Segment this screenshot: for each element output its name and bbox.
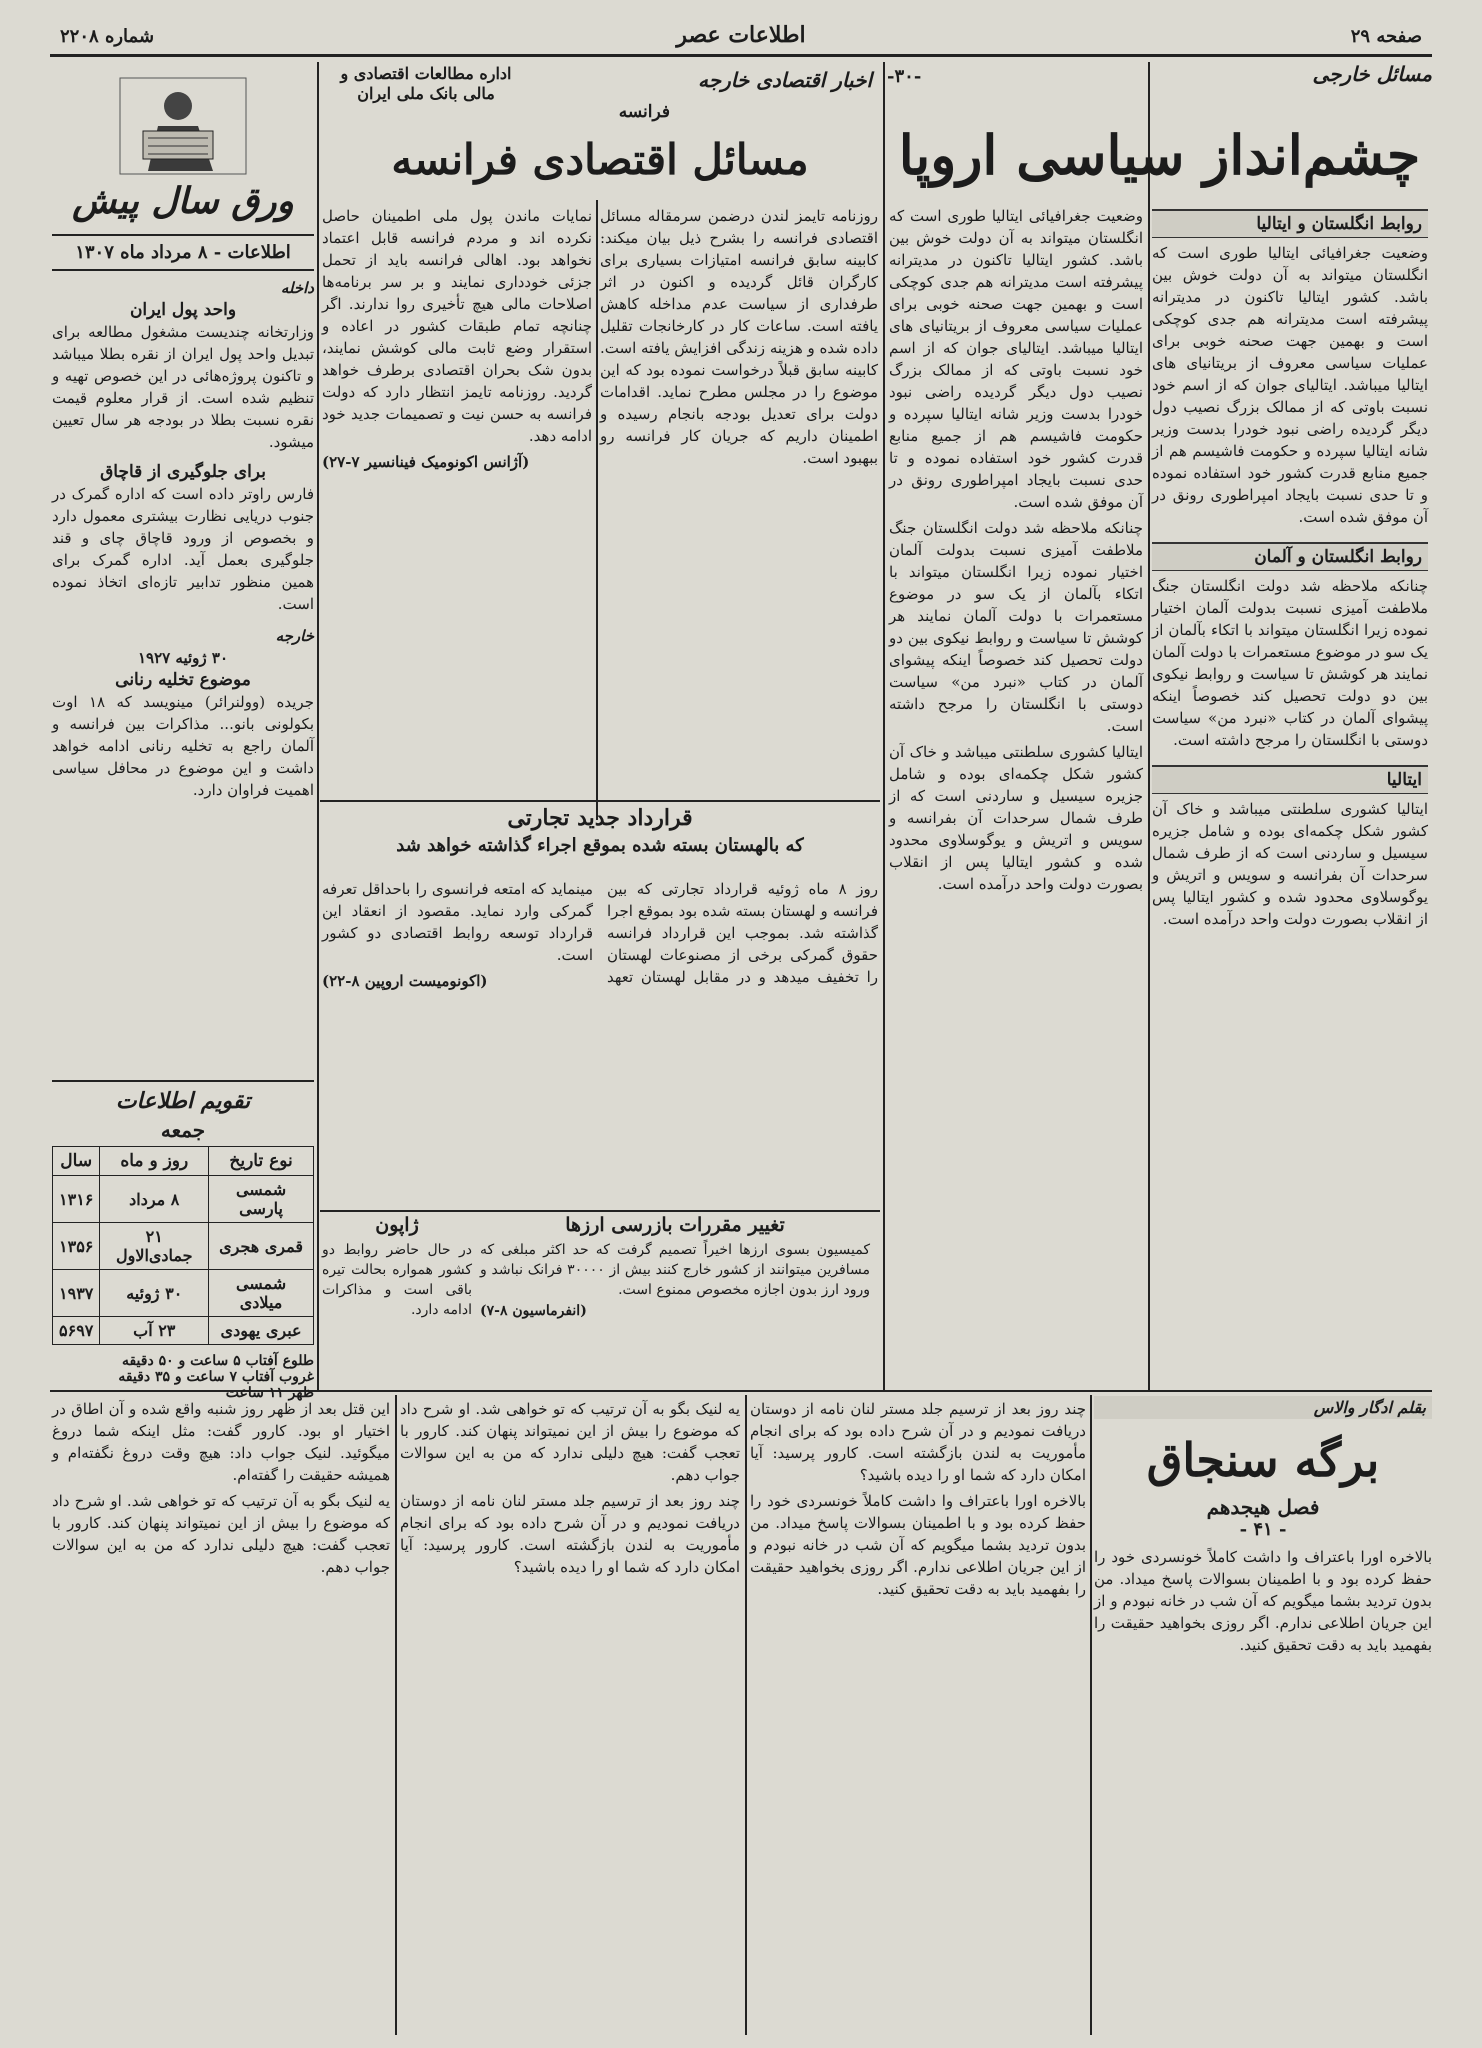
date-line: ۳۰ ژوئیه ۱۹۲۷ — [137, 649, 229, 667]
table-row — [53, 1317, 314, 1345]
table-header: روز و ماه — [100, 1147, 209, 1176]
column-rubric: ورق سال پیش — [72, 180, 294, 222]
table-cell: عبری یهودی — [209, 1317, 314, 1345]
column-rule — [395, 1395, 397, 2035]
calendar-title: تقویم اطلاعات — [115, 1088, 251, 1114]
section-heading: ایتالیا — [1152, 765, 1428, 794]
section-heading: روابط انگلستان و ایتالیا — [1152, 209, 1428, 238]
article-credit: (آژانس اکونومیک فینانسیر ۷-۲۷) — [322, 453, 530, 471]
column-rule — [596, 200, 598, 820]
table-header: سال — [53, 1147, 100, 1176]
section-body: وضعیت جغرافیائی ایتالیا طوری است که انگلستان میتواند به آن دولت خوش بین باشد. کشور ایتالیا تاکنون در مدیترانه پیشرفته است مدیترانه هم جدی کوچکی است و بهمین جهت صحنه خوبی برای عملیات سیاسی معروف از بریتانیای های ایتالیا میباشد. ایتالیای جوان که از اسم خود نسبت باوتی که از ممالک بزرگ نصیب دول دیگر گردیده راضی نبود خودرا بدست وزیر شانه ایتالیا سپرده و حکومت فاشیسم هم از جمیع منابع قدرت کشور خود استفاده نموده و تا حدی نسبت بایجاد امپراطوری رونق در آن موفق شده است. — [889, 207, 1143, 511]
foreign-title-block — [887, 62, 1432, 212]
foreign-article-col1 — [1152, 205, 1428, 1385]
column-rubric: مسائل خارجی — [1312, 62, 1432, 86]
serial-column — [400, 1398, 740, 2034]
serial-text: یه لنیک بگو به آن ترتیب که تو خواهی شد. او شرح داد که موضوع را بیش از این نمیتواند پنهان کند. کارور با تعجب گفت: هیچ دلیلی ندارد که من به این سوالات جواب دهم. — [52, 1492, 390, 1576]
page-number: صفحه ۲۹ — [1350, 26, 1422, 47]
serial-text: یه لنیک بگو به آن ترتیب که تو خواهی شد. او شرح داد که موضوع را بیش از این نمیتواند پنهان کند. کارور با تعجب گفت: هیچ دلیلی ندارد که من به این سوالات جواب دهم. — [400, 1400, 740, 1484]
table-cell: شمسی پارسی — [209, 1176, 314, 1223]
forex-body: کمیسیون بسوی ارزها اخیراً تصمیم گرفت که حد اکثر مبلغی که مسافرین میتوانند از کشور خارج کنند بیش از ۳۰۰۰۰ فرانک نباشد و ورود ارز بدون اجازه مخصوص ممنوع است. — [480, 1242, 871, 1298]
table-header-row — [53, 1147, 314, 1176]
article-credit: (اکونومیست اروپین ۸-۲۲) — [322, 972, 488, 990]
table-row — [53, 1270, 314, 1317]
forex-credit: (انفرماسیون ۸-۷) — [480, 1303, 587, 1319]
dateline: اطلاعات - ۸ مرداد ماه ۱۳۰۷ — [75, 242, 291, 263]
economic-article-col1 — [600, 205, 878, 805]
section-heading: روابط انگلستان و آلمان — [1152, 542, 1428, 571]
article-title: مسائل اقتصادی فرانسه — [391, 135, 809, 184]
page-header — [50, 12, 1432, 57]
agreement-subtitle: که بالهستان بسته شده بموقع اجراء گذاشته خواهد شد — [396, 835, 804, 856]
agreement-title: قرارداد جدید تجارتی — [507, 805, 693, 831]
column-rule — [1090, 1395, 1092, 2035]
economic-title-block — [320, 62, 880, 202]
economic-article-col2 — [322, 205, 592, 775]
table-cell: قمری هجری — [209, 1223, 314, 1270]
foreign-article-col2 — [889, 205, 1143, 1385]
table-cell: ۲۱ جمادی‌الاول — [100, 1223, 209, 1270]
serial-title: برگه سنجاق — [1146, 1433, 1380, 1487]
serial-column — [52, 1398, 390, 2034]
article-body: روز ۸ ماه ژوئیه قرارداد تجارتی که بین فرانسه و لهستان بسته شده بود بموقع اجرا گذاشته شد. بموجب این قرارداد فرانسه حقوق گمرکی برخی از مصنوعات لهستان را تخفیف میدهد و در مقابل لهستان تعهد مینماید که امتعه فرانسوی را باحداقل تعرفه گمرکی وارد نماید. مقصود از انعقاد این قرارداد توسعه روابط اقتصادی دو کشور است. — [322, 880, 878, 986]
column-rule — [745, 1395, 747, 2035]
article-title: چشم‌انداز سیاسی اروپا — [898, 123, 1421, 187]
column-rule — [317, 62, 319, 1390]
table-cell: ۵۶۹۷ — [53, 1317, 100, 1345]
item-body: وزارتخانه چندیست مشغول مطالعه برای تبدیل واحد پول ایران از نقره بطلا میباشد و تاکنون پروژه‌هائی در این خصوص تهیه و تنظیم شده است. از قرار معلوم قیمت نقره نسبت بطلا در بودجه هر سال تعیین میشود. — [52, 323, 314, 451]
serial-part: - ۴۱ - — [1239, 1519, 1287, 1540]
table-cell: ۱۹۳۷ — [53, 1270, 100, 1317]
table-cell: ۲۳ آب — [100, 1317, 209, 1345]
item-title: موضوع تخلیه رنانی — [115, 670, 251, 690]
serial-text: بالاخره اورا باعتراف وا داشت کاملاً خونسردی خود را حفظ کرده بود و با اطمینان بسوالات پاسخ میداد. من بدون تردید بشما میگویم که آن شب در خانه نبودم و از این جریان اطلاعی ندارم. اگر روزی بخواهید حقیقت را بفهمید باید به دقت تحقیق کنید. — [1094, 1548, 1432, 1654]
item-title: واحد پول ایران — [129, 300, 237, 320]
domestic-news — [52, 277, 314, 801]
calendar-block — [52, 1080, 314, 1401]
section-body: چنانکه ملاحظه شد دولت انگلستان جنگ ملاطفت آمیزی نسبت بدولت آلمان اختیار نموده زیرا انگلستان میتواند با اتکاء بآلمان از یک سو در موضوع مستعمرات با دولت آلمان نمایند هر کوشش تا سیاست و روابط نیکوی بین دو دولت تحصیل کند خصوصاً اینکه پیشوای آلمان در کتاب «نبرد من» سیاست دوستی با انگلستان را مرجح داشته است. — [889, 519, 1143, 735]
article-body: روزنامه تایمز لندن درضمن سرمقاله مسائل اقتصادی فرانسه را بشرح ذیل بیان میکند: کابینه سابق فرانسه امتیازات بسیاری برای کارگران قائل گردیده و اکنون در اثر طرفداری از سیاست عدم مداخله کاهش یافته است. ساعات کار در کارخانجات تقلیل داده شده و هزینه زندگی افزایش یافته است. کابینه سابق قبلاً درخواست نموده بود که این موضوع را در مجلس مطرح نماید. اقدامات دولت برای تعدیل بودجه بانجام رسیده و اطمینان داریم که جریان کار فرانسه رو ببهبود است. — [600, 207, 878, 467]
section-body: ایتالیا کشوری سلطنتی میباشد و خاک آن کشور شکل چکمه‌ای بوده و شامل جزیره سیسیل و ساردنی است که از طرف شمال سرحدات آن بفرانسه و سویس و اتریش و یوگوسلاوی محدود شده و کشور ایتالیا پس از انقلاب بصورت دولت واحد درآمده است. — [1152, 800, 1428, 928]
kicker: فرانسه — [618, 102, 670, 122]
column-rule — [883, 62, 885, 1390]
section-label: داخله — [280, 279, 314, 297]
serial-chapter: فصل هیجدهم — [1206, 1495, 1320, 1519]
noon: ظهر ۱۱ ساعت — [225, 1385, 314, 1401]
item-title: برای جلوگیری از قاچاق — [100, 462, 266, 482]
table-cell: ۱۳۵۶ — [53, 1223, 100, 1270]
item-body: جریده (وولنرائر) مینویسد که ۱۸ اوت بکولونی بانو... مذاکرات بین فرانسه و آلمان راجع به تخلیه رنانی ادامه خواهد داشت و این موضوع در محافل سیاسی اهمیت فراوان دارد. — [52, 693, 314, 799]
section-rubric: اخبار اقتصادی خارجه — [698, 68, 872, 92]
agreement-body — [322, 878, 878, 1208]
masthead: اطلاعات عصر — [676, 22, 806, 48]
japan-title: ژاپون — [375, 1214, 419, 1236]
page-marker: -۳۰- — [887, 66, 922, 87]
table-cell: شمسی میلادی — [209, 1270, 314, 1317]
sunset: غروب آفتاب ۷ ساعت و ۳۵ دقیقه — [118, 1369, 314, 1385]
weekday: جمعه — [160, 1118, 206, 1142]
serial-text: بالاخره اورا باعتراف وا داشت کاملاً خونسردی خود را حفظ کرده بود و با اطمینان بسوالات پاسخ میداد. من بدون تردید بشما میگویم که آن شب در خانه نبودم و از این جریان اطلاعی ندارم. اگر روزی بخواهید حقیقت را بفهمید باید به دقت تحقیق کنید. — [750, 1492, 1086, 1598]
table-row — [53, 1176, 314, 1223]
serial-column — [750, 1398, 1086, 2034]
serial-text: چند روز بعد از ترسیم جلد مستر لنان نامه از دوستان دریافت نمودیم و در آن شرح داده بود که برای انجام مأموریت به لندن بازگشته است. کارور پرسید: آیا امکان دارد که شما او را دیده باشید؟ — [400, 1492, 740, 1576]
table-row — [53, 1223, 314, 1270]
forex-block — [322, 1214, 878, 1386]
issue-number: شماره ۲۲۰۸ — [60, 26, 155, 47]
column-rule — [1148, 62, 1150, 1390]
agreement-title-block — [322, 805, 878, 875]
article-body: نمایات ماندن پول ملی اطمینان حاصل نکرده اند و مردم فرانسه قابل اعتماد نخواهد بود. اهالی فرانسه باید از تحمل جزئی خودداری نمایند و بر سر برنامه‌ها اصلاحات مالی هیچ تأخیری روا ندارند. اگر چنانچه تمام طبقات کشور در اعاده و استقرار وضع ثابت مالی کوشش نمایند، بدون شک بحران اقتصادی برطرف خواهد گردید. روزنامه تایمز انتظار دارد که دولت فرانسه به حسن نیت و تصمیمات جدید خود ادامه دهد. — [322, 207, 592, 445]
table-header: نوع تاریخ — [209, 1147, 314, 1176]
calendar-table — [52, 1146, 314, 1345]
table-cell: ۱۳۱۶ — [53, 1176, 100, 1223]
source-credit: اداره مطالعات اقتصادی و مالی بانک ملی ایران — [340, 64, 512, 103]
section-label: خارجه — [275, 627, 314, 645]
serial-block — [1094, 1396, 1432, 2036]
sunrise: طلوع آفتاب ۵ ساعت و ۵۰ دقیقه — [121, 1353, 314, 1369]
section-rule — [320, 1210, 880, 1212]
forex-title: تغییر مقررات بازرسی ارزها — [565, 1214, 785, 1236]
section-body: وضعیت جغرافیائی ایتالیا طوری است که انگلستان میتواند به آن دولت خوش بین باشد. کشور ایتالیا تاکنون در مدیترانه پیشرفته است مدیترانه هم جدی کوچکی است و بهمین جهت صحنه خوبی برای عملیات سیاسی معروف از بریتانیای های ایتالیا میباشد. ایتالیای جوان که از اسم خود نسبت باوتی که از ممالک بزرگ نصیب دول دیگر گردیده راضی نبود خودرا بدست وزیر شانه ایتالیا سپرده و حکومت فاشیسم هم از جمیع منابع قدرت کشور خود استفاده نموده و تا حدی نسبت بایجاد امپراطوری رونق در آن موفق شده است. — [1152, 244, 1428, 526]
reader-portrait-icon — [118, 76, 248, 176]
table-cell: ۸ مرداد — [100, 1176, 209, 1223]
section-rule — [320, 800, 880, 802]
japan-body: در حال حاضر روابط دو کشور همواره بحالت تیره باقی است و مذاکرات ادامه دارد. — [322, 1242, 472, 1318]
serial-rubric: بقلم ادگار والاس — [1094, 1396, 1432, 1419]
table-cell: ۳۰ ژوئیه — [100, 1270, 209, 1317]
serial-text: چند روز بعد از ترسیم جلد مستر لنان نامه از دوستان دریافت نمودیم و در آن شرح داده بود که برای انجام مأموریت به لندن بازگشته است. کارور پرسید: آیا امکان دارد که شما او را دیده باشید؟ — [750, 1400, 1086, 1484]
section-body: چنانکه ملاحظه شد دولت انگلستان جنگ ملاطفت آمیزی نسبت بدولت آلمان اختیار نموده زیرا انگلستان میتواند با اتکاء بآلمان از یک سو در موضوع مستعمرات با دولت آلمان نمایند هر کوشش تا سیاست و روابط نیکوی بین دو دولت تحصیل کند خصوصاً اینکه پیشوای آلمان در کتاب «نبرد من» سیاست دوستی با انگلستان را مرجح داشته است. — [1152, 577, 1428, 749]
section-body: ایتالیا کشوری سلطنتی میباشد و خاک آن کشور شکل چکمه‌ای بوده و شامل جزیره سیسیل و ساردنی است که از طرف شمال سرحدات آن بفرانسه و سویس و اتریش و یوگوسلاوی محدود شده و کشور ایتالیا پس از انقلاب بصورت دولت واحد درآمده است. — [889, 743, 1143, 893]
item-body: فارس راوتر داده است که اداره گمرک در جنوب دریایی نظارت بیشتری معمول دارد و بخصوص از ورود قاچاق چای و قند جلوگیری بعمل آید. اداره گمرک برای همین منظور تدابیر تازه‌ای اتخاذ نموده است. — [52, 485, 314, 613]
serial-text: این قتل بعد از ظهر روز شنبه واقع شده و آن اطاق در اختیار او بود. کارور گفت: مثل اینکه شما دروغ میگوئید. لنیک جواب داد: هیچ وقت دروغ نگفته‌ام و همیشه حقیقت را گفته‌ام. — [52, 1400, 390, 1484]
